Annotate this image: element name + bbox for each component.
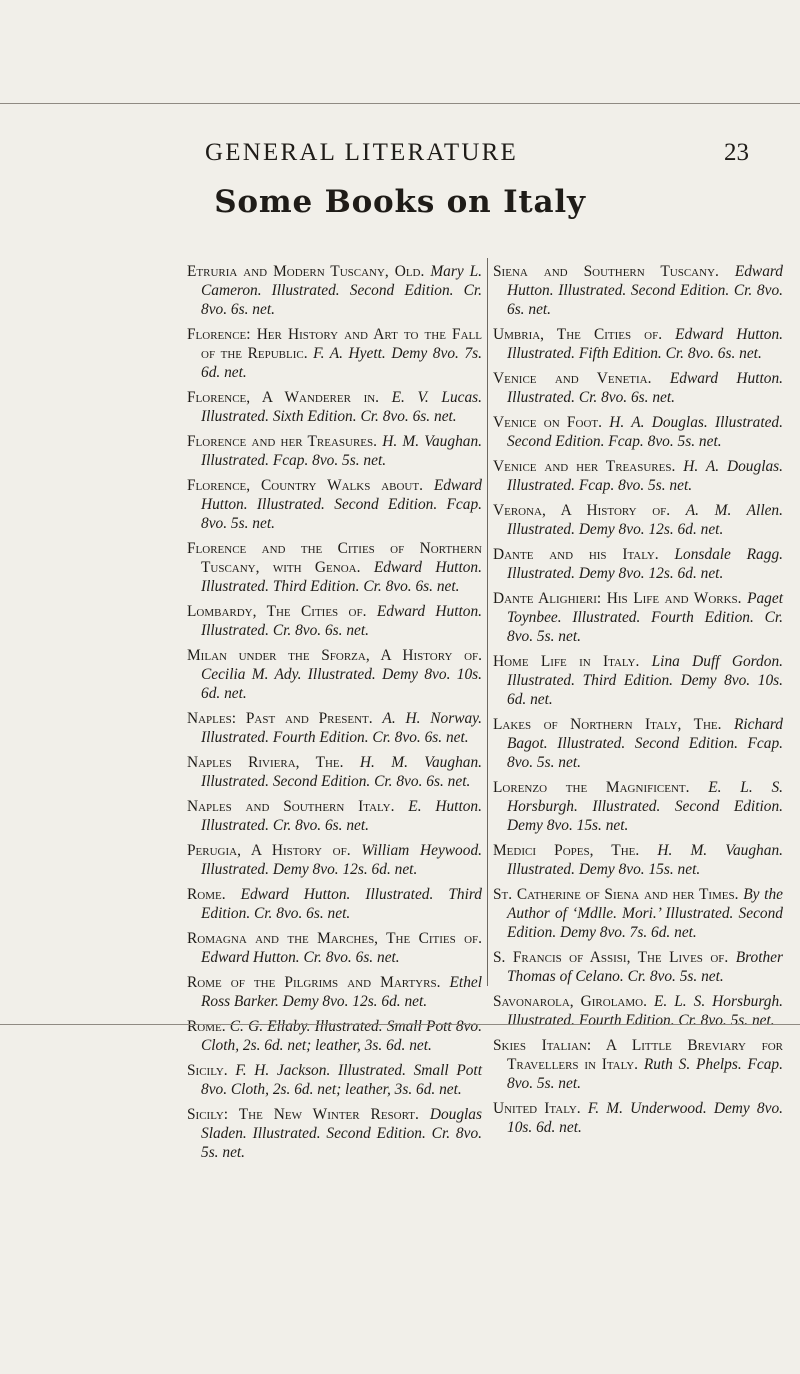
book-details: Edward Hutton. Cr. 8vo. 6s. net. [201, 949, 400, 966]
book-title: Lakes of Northern Italy, The. [493, 716, 722, 733]
book-title: Florence, A Wanderer in. [187, 389, 380, 406]
book-entry [187, 709, 482, 747]
book-entry [187, 432, 482, 470]
top-rule [0, 103, 800, 104]
book-details: E. L. S. Horsburgh. Illustrated. Second Edition. Demy 8vo. 15s. net. [507, 779, 783, 834]
book-details: Brother Thomas of Celano. Cr. 8vo. 5s. net. [507, 949, 783, 985]
book-title: Florence: Her History and Art to the Fall of the Republic. [187, 326, 482, 362]
book-details: William Heywood. Illustrated. Demy 8vo. 12s. 6d. net. [201, 842, 482, 878]
book-details: Lina Duff Gordon. Illustrated. Third Edition. Demy 8vo. 10s. 6d. net. [507, 653, 783, 708]
book-details: Edward Hutton. Illustrated. Cr. 8vo. 6s. net. [201, 603, 482, 639]
book-entry [493, 948, 783, 986]
book-title: Venice and Venetia. [493, 370, 652, 387]
book-details: Edward Hutton. Illustrated. Cr. 8vo. 6s. net. [507, 370, 783, 406]
book-title: Dante and his Italy. [493, 546, 659, 563]
book-entry [493, 652, 783, 709]
book-title: Romagna and the Marches, The Cities of. [187, 930, 482, 947]
book-details: By the Author of ‘Mdlle. Mori.’ Illustrated. Second Edition. Demy 8vo. 7s. 6d. net. [507, 886, 783, 941]
book-entry [493, 1099, 783, 1137]
book-title: S. Francis of Assisi, The Lives of. [493, 949, 729, 966]
book-entry [493, 778, 783, 835]
book-details: Edward Hutton. Illustrated. Second Edition. Cr. 8vo. 6s. net. [507, 263, 783, 318]
bottom-rule [0, 1024, 800, 1025]
book-details: F. H. Jackson. Illustrated. Small Pott 8vo. Cloth, 2s. 6d. net; leather, 3s. 6d. net. [201, 1062, 482, 1098]
column-divider [487, 258, 488, 986]
book-entry [187, 753, 482, 791]
book-title: Dante Alighieri: His Life and Works. [493, 590, 742, 607]
book-entry [187, 1061, 482, 1099]
book-title: St. Catherine of Siena and her Times. [493, 886, 739, 903]
book-entry [187, 797, 482, 835]
book-details: A. M. Allen. Illustrated. Demy 8vo. 12s. 6d. net. [507, 502, 783, 538]
page-number: 23 [724, 139, 749, 166]
book-entry [187, 476, 482, 533]
book-title: Verona, A History of. [493, 502, 671, 519]
book-entry [493, 369, 783, 407]
book-title: Savonarola, Girolamo. [493, 993, 647, 1010]
book-entry [493, 457, 783, 495]
book-title: Lorenzo the Magnificent. [493, 779, 690, 796]
book-entry [187, 602, 482, 640]
book-title: Naples Riviera, The. [187, 754, 344, 771]
book-entry [493, 885, 783, 942]
book-details: Mary L. Cameron. Illustrated. Second Edition. Cr. 8vo. 6s. net. [201, 263, 483, 318]
book-title: Home Life in Italy. [493, 653, 640, 670]
book-entry [187, 841, 482, 879]
book-title: United Italy. [493, 1100, 581, 1117]
book-entry [493, 262, 783, 319]
book-entry [493, 715, 783, 772]
book-title: Rome. [187, 886, 226, 903]
book-details: Edward Hutton. Illustrated. Second Edition. Fcap. 8vo. 5s. net. [201, 477, 482, 532]
book-title: Umbria, The Cities of. [493, 326, 663, 343]
book-entry [493, 841, 783, 879]
book-details: Richard Bagot. Illustrated. Second Edition. Fcap. 8vo. 5s. net. [507, 716, 783, 771]
book-details: C. G. Ellaby. Illustrated. Small Pott 8vo. Cloth, 2s. 6d. net; leather, 3s. 6d. net. [201, 1018, 482, 1054]
book-title: Sicily. [187, 1062, 228, 1079]
book-entry [187, 539, 482, 596]
book-entry [493, 501, 783, 539]
book-entry [493, 589, 783, 646]
book-details: Ruth S. Phelps. Fcap. 8vo. 5s. net. [507, 1056, 783, 1092]
book-details: E. V. Lucas. Illustrated. Sixth Edition. Cr. 8vo. 6s. net. [201, 389, 483, 425]
book-details: Edward Hutton. Illustrated. Third Edition. Cr. 8vo. 6s. net. [201, 559, 482, 595]
book-entry [187, 929, 482, 967]
book-details: Paget Toynbee. Illustrated. Fourth Edition. Cr. 8vo. 5s. net. [507, 590, 783, 645]
book-title: Milan under the Sforza, A History of. [187, 647, 482, 664]
book-details: F. A. Hyett. Demy 8vo. 7s. 6d. net. [201, 345, 482, 381]
book-details: Douglas Sladen. Illustrated. Second Edition. Cr. 8vo. 5s. net. [201, 1106, 482, 1161]
book-title: Rome of the Pilgrims and Martyrs. [187, 974, 441, 991]
book-details: H. M. Vaughan. Illustrated. Demy 8vo. 15s. net. [507, 842, 783, 878]
book-title: Siena and Southern Tuscany. [493, 263, 719, 280]
book-entry [493, 1036, 783, 1093]
book-entry [187, 1017, 482, 1055]
book-title: Medici Popes, The. [493, 842, 640, 859]
book-details: E. L. S. Horsburgh. Illustrated. Fourth Edition. Cr. 8vo. 5s. net. [507, 993, 784, 1029]
book-details: Ethel Ross Barker. Demy 8vo. 12s. 6d. net. [201, 974, 482, 1010]
book-title: Florence and her Treasures. [187, 433, 377, 450]
book-details: F. M. Underwood. Demy 8vo. 10s. 6d. net. [507, 1100, 784, 1136]
book-title: Naples and Southern Italy. [187, 798, 395, 815]
book-details: H. M. Vaughan. Illustrated. Second Edition. Cr. 8vo. 6s. net. [201, 754, 483, 790]
book-title: Perugia, A History of. [187, 842, 351, 859]
book-title: Naples: Past and Present. [187, 710, 373, 727]
book-title: Skies Italian: A Little Breviary for Travellers in Italy. [493, 1037, 783, 1073]
book-details: Cecilia M. Ady. Illustrated. Demy 8vo. 10s. 6d. net. [201, 666, 482, 702]
right-column [493, 262, 783, 1143]
book-entry [187, 646, 482, 703]
book-details: H. A. Douglas. Illustrated. Second Edition. Fcap. 8vo. 5s. net. [507, 414, 783, 450]
book-details: A. H. Norway. Illustrated. Fourth Edition. Cr. 8vo. 6s. net. [201, 710, 483, 746]
book-title: Etruria and Modern Tuscany, Old. [187, 263, 425, 280]
book-details: E. Hutton. Illustrated. Cr. 8vo. 6s. net. [201, 798, 482, 834]
book-details: H. A. Douglas. Illustrated. Fcap. 8vo. 5s. net. [507, 458, 783, 494]
book-title: Rome. [187, 1018, 226, 1035]
book-title: Venice on Foot. [493, 414, 602, 431]
book-entry [187, 388, 482, 426]
book-entry [187, 973, 482, 1011]
book-entry [493, 545, 783, 583]
book-entry [187, 262, 482, 319]
section-title: Some Books on Italy [214, 184, 586, 220]
book-title: Lombardy, The Cities of. [187, 603, 367, 620]
book-details: Lonsdale Ragg. Illustrated. Demy 8vo. 12s. 6d. net. [507, 546, 783, 582]
book-entry [493, 325, 783, 363]
book-entry [187, 885, 482, 923]
book-title: Florence, Country Walks about. [187, 477, 423, 494]
left-column [187, 262, 482, 1168]
book-entry [187, 1105, 482, 1162]
running-head: GENERAL LITERATURE [205, 139, 518, 166]
book-title: Sicily: The New Winter Resort. [187, 1106, 419, 1123]
book-details: Edward Hutton. Illustrated. Fifth Edition. Cr. 8vo. 6s. net. [507, 326, 783, 362]
book-title: Florence and the Cities of Northern Tuscany, with Genoa. [187, 540, 482, 576]
book-entry [187, 325, 482, 382]
book-title: Venice and her Treasures. [493, 458, 676, 475]
book-details: Edward Hutton. Illustrated. Third Edition. Cr. 8vo. 6s. net. [201, 886, 482, 922]
book-entry [493, 413, 783, 451]
book-details: H. M. Vaughan. Illustrated. Fcap. 8vo. 5s. net. [201, 433, 483, 469]
